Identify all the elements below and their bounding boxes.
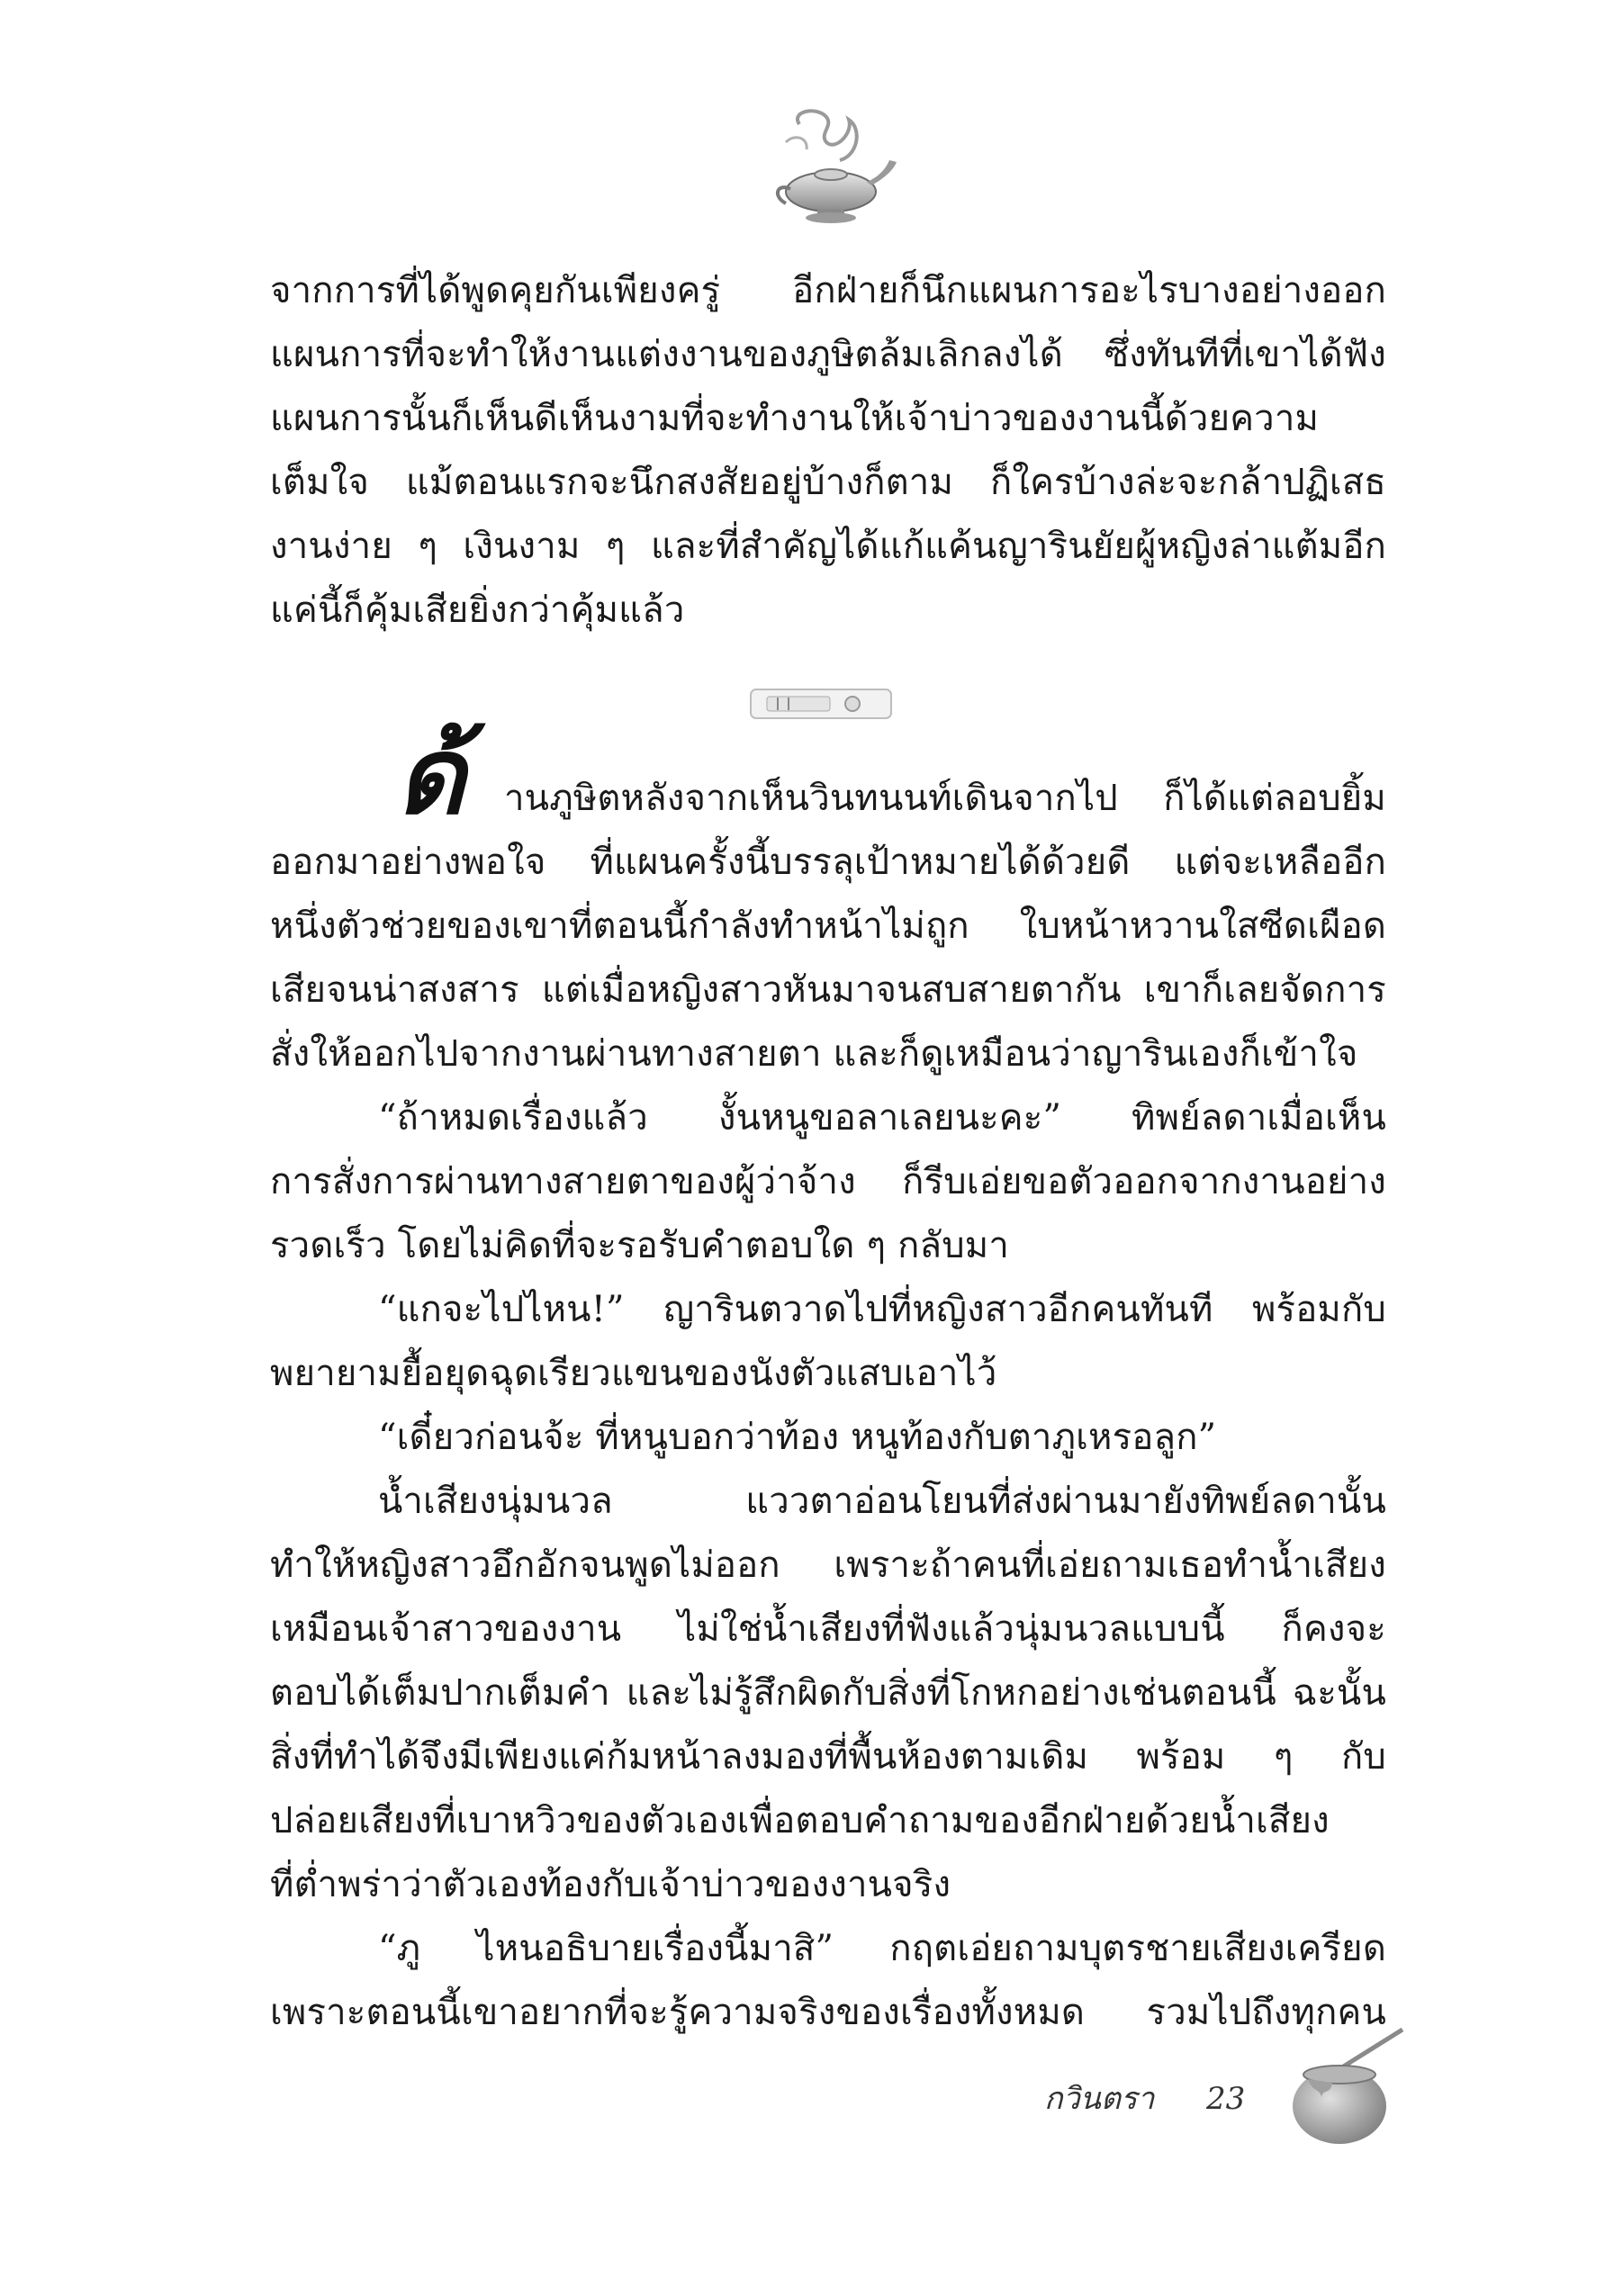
- text-line: “แกจะไปไหน!” ญารินตวาดไปที่หญิงสาวอีกคนทันที พร้อมกับ: [378, 1289, 1386, 1330]
- text-line: สั่งให้ออกไปจากงานผ่านทางสายตา และก็ดูเหมือนว่าญารินเองก็เข้าใจ: [270, 1033, 1358, 1075]
- text-line: เต็มใจ แม้ตอนแรกจะนึกสงสัยอยู่บ้างก็ตาม ก็ใครบ้างล่ะจะกล้าปฏิเสธ: [270, 462, 1386, 503]
- text-line: หนึ่งตัวช่วยของเขาที่ตอนนี้กำลังทำหน้าไม่ถูก ใบหน้าหวานใสซีดเผือด: [270, 905, 1386, 947]
- text-line: ออกมาอย่างพอใจ ที่แผนครั้งนี้บรรลุเป้าหมายได้ด้วยดี แต่จะเหลืออีก: [270, 842, 1386, 883]
- text-line: แค่นี้ก็คุ้มเสียยิ่งกว่าคุ้มแล้ว: [270, 590, 685, 631]
- text-line: “ถ้าหมดเรื่องแล้ว งั้นหนูขอลาเลยนะคะ” ทิพย์ลดาเมื่อเห็น: [378, 1097, 1386, 1139]
- pregnancy-test-icon: [749, 684, 893, 724]
- text-line: านภูษิตหลังจากเห็นวินทนนท์เดินจากไป ก็ได้แต่ลอบยิ้ม: [504, 778, 1386, 819]
- text-line: เสียจนน่าสงสาร แต่เมื่อหญิงสาวหันมาจนสบสายตากัน เขาก็เลยจัดการ: [270, 969, 1386, 1011]
- text-line: แผนการนั้นก็เห็นดีเห็นงามที่จะทำงานให้เจ้าบ่าวของงานนี้ด้วยความ: [270, 398, 1320, 439]
- text-line: น้ำเสียงนุ่มนวล แววตาอ่อนโยนที่ส่งผ่านมายังทิพย์ลดานั้น: [378, 1481, 1386, 1522]
- text-line: รวดเร็ว โดยไม่คิดที่จะรอรับคำตอบใด ๆ กลับมา: [270, 1225, 1010, 1266]
- text-line: แผนการที่จะทำให้งานแต่งงานของภูษิตล้มเลิกลงได้ ซึ่งทันทีที่เขาได้ฟัง: [270, 334, 1386, 375]
- text-line: ทำให้หญิงสาวอึกอักจนพูดไม่ออก เพราะถ้าคนที่เอ่ยถามเธอทำน้ำเสียง: [270, 1544, 1386, 1586]
- text-line: เพราะตอนนี้เขาอยากที่จะรู้ความจริงของเรื่องทั้งหมด รวมไปถึงทุกคน: [270, 1992, 1386, 2033]
- text-line: สิ่งที่ทำได้จึงมีเพียงแค่ก้มหน้าลงมองที่พื้นห้องตามเดิม พร้อม ๆ กับ: [270, 1736, 1386, 1778]
- text-line: ปล่อยเสียงที่เบาหวิวของตัวเองเพื่อตอบคำถามของอีกฝ่ายด้วยน้ำเสียง: [270, 1800, 1330, 1841]
- text-line: จากการที่ได้พูดคุยกันเพียงครู่ อีกฝ่ายก็นึกแผนการอะไรบางอย่างออก: [270, 270, 1386, 311]
- honey-pot-icon: [1276, 2025, 1411, 2151]
- text-line: พยายามยื้อยุดฉุดเรียวแขนของนังตัวแสบเอาไว้: [270, 1353, 997, 1394]
- text-line: “ภู ไหนอธิบายเรื่องนี้มาสิ” กฤตเอ่ยถามบุตรชายเสียงเครียด: [378, 1928, 1386, 1969]
- genie-lamp-icon: [763, 106, 898, 232]
- book-title: กวินตรา: [1044, 2081, 1155, 2117]
- text-line: งานง่าย ๆ เงินงาม ๆ และที่สำคัญได้แก้แค้นญารินยัยผู้หญิงล่าแต้มอีก: [270, 526, 1386, 567]
- text-line: ที่ต่ำพร่าว่าตัวเองท้องกับเจ้าบ่าวของงานจริง: [270, 1864, 951, 1905]
- text-line: ตอบได้เต็มปากเต็มคำ และไม่รู้สึกผิดกับสิ่งที่โกหกอย่างเช่นตอนนี้ ฉะนั้น: [270, 1672, 1386, 1714]
- drop-cap: ด้: [396, 713, 465, 838]
- page-number: 23: [1206, 2081, 1246, 2117]
- text-line: เหมือนเจ้าสาวของงาน ไม่ใช่น้ำเสียงที่ฟังแล้วนุ่มนวลแบบนี้ ก็คงจะ: [270, 1608, 1386, 1650]
- text-line: “เดี๋ยวก่อนจ้ะ ที่หนูบอกว่าท้อง หนูท้องกับตาภูเหรอลูก”: [378, 1417, 1217, 1458]
- text-line: การสั่งการผ่านทางสายตาของผู้ว่าจ้าง ก็รีบเอ่ยขอตัวออกจากงานอย่าง: [270, 1161, 1386, 1202]
